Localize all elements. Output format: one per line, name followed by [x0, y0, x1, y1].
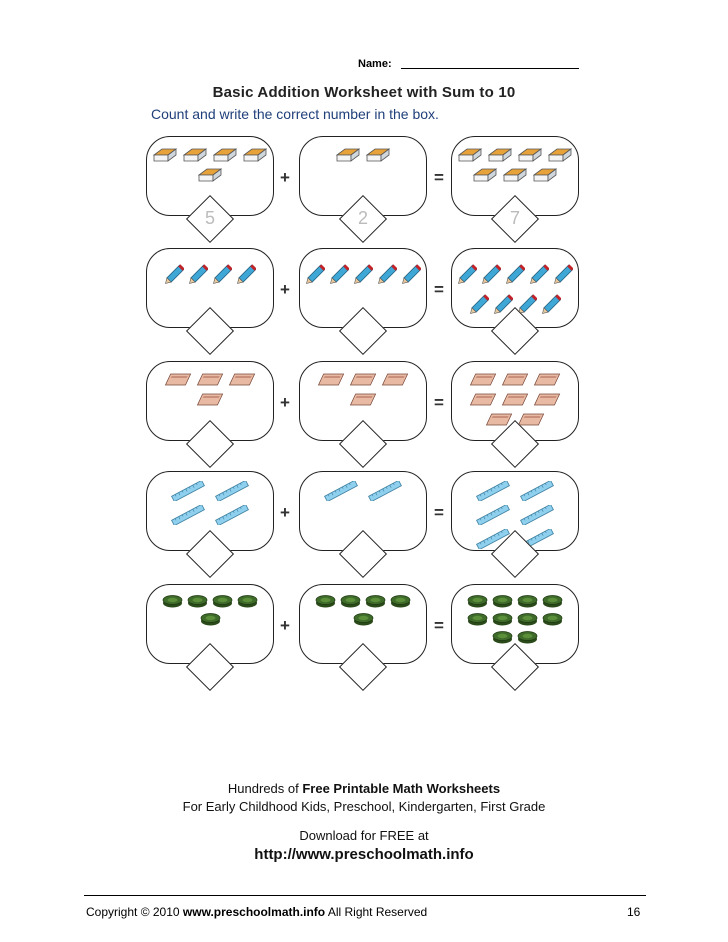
book-icon — [533, 391, 561, 407]
plus-sign: + — [280, 503, 290, 522]
book-icon — [196, 371, 224, 387]
pencil-icon — [353, 262, 373, 288]
instruction-text: Count and write the correct number in the box. — [151, 106, 439, 122]
ruler-icon — [212, 481, 252, 501]
book-icon — [164, 371, 192, 387]
book-icon — [469, 391, 497, 407]
coin-icon — [517, 612, 538, 626]
coin-icon — [492, 612, 513, 626]
ruler-icon — [365, 481, 405, 501]
pencil-icon — [481, 262, 501, 288]
equals-sign: = — [434, 280, 444, 299]
book-icon — [228, 371, 256, 387]
pencil-icon — [469, 292, 489, 318]
plus-sign: + — [280, 393, 290, 412]
eraser-icon — [197, 166, 223, 182]
eraser-icon — [365, 146, 391, 162]
footer-line-3: Download for FREE at — [299, 828, 429, 843]
footer-line-2: For Early Childhood Kids, Preschool, Kindergarten, First Grade — [182, 799, 546, 814]
copyright — [86, 905, 427, 919]
copyright-site[interactable]: www.preschoolmath.info — [182, 905, 326, 919]
row-2-addend-1-items — [152, 262, 268, 288]
page-number: 16 — [627, 905, 641, 919]
name-label: Name: — [358, 58, 392, 70]
row-1-addend-1-items — [152, 146, 268, 182]
pencil-icon — [188, 262, 208, 288]
ruler-icon — [517, 505, 557, 525]
book-icon — [317, 371, 345, 387]
book-icon — [349, 391, 377, 407]
pencil-icon — [401, 262, 421, 288]
row-4-addend-2-items — [307, 481, 419, 501]
eraser-icon — [517, 146, 543, 162]
coin-icon — [517, 594, 538, 608]
eraser-icon — [182, 146, 208, 162]
eraser-icon — [547, 146, 573, 162]
worksheet-title: Basic Addition Worksheet with Sum to 10 — [212, 84, 516, 101]
eraser-icon — [472, 166, 498, 182]
equals-sign: = — [434, 616, 444, 635]
equals-sign: = — [434, 168, 444, 187]
row-5-addend-2-items — [305, 594, 421, 626]
row-1-sum-items — [457, 146, 573, 182]
row-3-addend-1-items — [152, 371, 268, 407]
ruler-icon — [212, 505, 252, 525]
coin-icon — [315, 594, 336, 608]
footer-divider — [84, 895, 646, 896]
ruler-icon — [473, 481, 513, 501]
pencil-icon — [553, 262, 573, 288]
book-icon — [349, 371, 377, 387]
coin-icon — [237, 594, 258, 608]
book-icon — [469, 371, 497, 387]
row-1-sum-answer: 7 — [509, 208, 520, 228]
coin-icon — [187, 594, 208, 608]
equals-sign: = — [434, 503, 444, 522]
book-icon — [517, 411, 545, 427]
name-field[interactable] — [401, 68, 579, 69]
plus-sign: + — [280, 280, 290, 299]
pencil-icon — [377, 262, 397, 288]
coin-icon — [517, 630, 538, 644]
coin-icon — [492, 630, 513, 644]
pencil-icon — [505, 262, 525, 288]
eraser-icon — [242, 146, 268, 162]
eraser-icon — [532, 166, 558, 182]
row-5-sum-items — [457, 594, 573, 644]
pencil-icon — [329, 262, 349, 288]
book-icon — [533, 371, 561, 387]
footer-url[interactable]: http://www.preschoolmath.info — [254, 846, 474, 863]
ruler-icon — [473, 505, 513, 525]
footer-line-1-pre: Hundreds of — [227, 781, 303, 796]
coin-icon — [542, 612, 563, 626]
coin-icon — [390, 594, 411, 608]
ruler-icon — [168, 481, 208, 501]
eraser-icon — [457, 146, 483, 162]
eraser-icon — [212, 146, 238, 162]
eraser-icon — [335, 146, 361, 162]
row-4-addend-1-items — [154, 481, 266, 525]
plus-sign: + — [280, 168, 290, 187]
ruler-icon — [517, 481, 557, 501]
pencil-icon — [236, 262, 256, 288]
footer-line-1 — [0, 781, 728, 796]
row-1-addend-2-answer: 2 — [357, 208, 368, 228]
eraser-icon — [487, 146, 513, 162]
row-1-addend-2-items — [305, 146, 421, 162]
row-5-addend-1-items — [152, 594, 268, 626]
row-2-addend-2-items — [305, 262, 421, 288]
coin-icon — [200, 612, 221, 626]
coin-icon — [340, 594, 361, 608]
copyright-post: All Right Reserved — [325, 905, 428, 919]
coin-icon — [492, 594, 513, 608]
pencil-icon — [529, 262, 549, 288]
plus-sign: + — [280, 616, 290, 635]
pencil-icon — [541, 292, 561, 318]
row-3-sum-items — [457, 371, 573, 427]
book-icon — [381, 371, 409, 387]
row-1-addend-1-answer: 5 — [204, 208, 215, 228]
row-3-addend-2-items — [305, 371, 421, 407]
book-icon — [501, 371, 529, 387]
ruler-icon — [321, 481, 361, 501]
copyright-pre: Copyright © 2010 — [86, 905, 183, 919]
coin-icon — [542, 594, 563, 608]
coin-icon — [467, 612, 488, 626]
equals-sign: = — [434, 393, 444, 412]
pencil-icon — [457, 262, 477, 288]
coin-icon — [212, 594, 233, 608]
coin-icon — [162, 594, 183, 608]
coin-icon — [365, 594, 386, 608]
pencil-icon — [305, 262, 325, 288]
coin-icon — [353, 612, 374, 626]
coin-icon — [467, 594, 488, 608]
book-icon — [196, 391, 224, 407]
ruler-icon — [168, 505, 208, 525]
pencil-icon — [212, 262, 232, 288]
pencil-icon — [164, 262, 184, 288]
eraser-icon — [502, 166, 528, 182]
book-icon — [501, 391, 529, 407]
footer-line-1-bold: Free Printable Math Worksheets — [302, 781, 501, 796]
eraser-icon — [152, 146, 178, 162]
